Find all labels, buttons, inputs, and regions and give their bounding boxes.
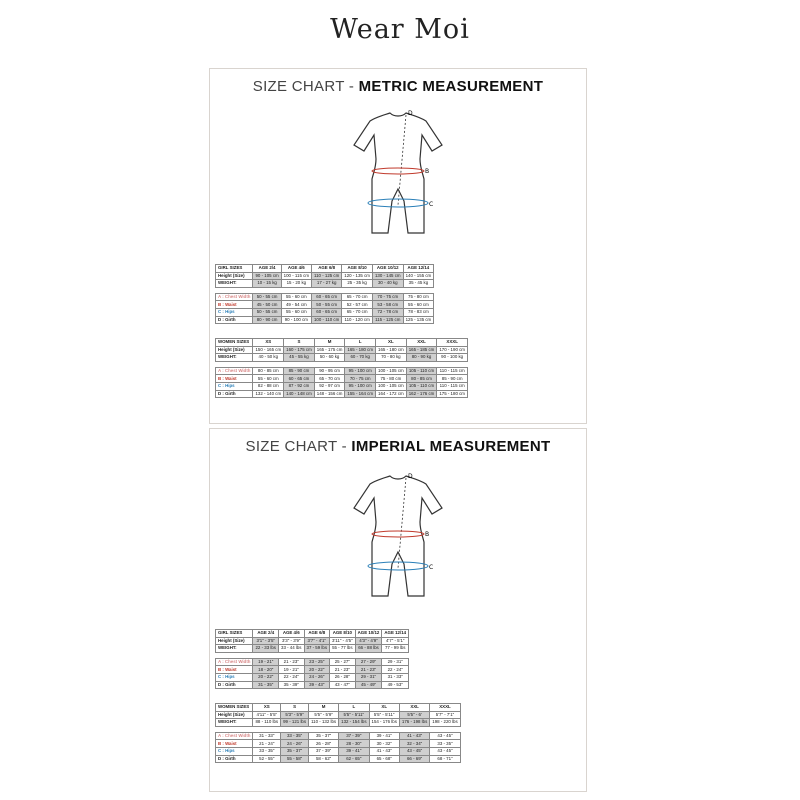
table-cell: 19 - 21"	[279, 666, 305, 674]
body-measurement-diagram	[348, 472, 448, 602]
table-cell: 72 - 78 cm	[372, 308, 403, 316]
table-cell: 150 - 165 cm	[253, 346, 284, 354]
label-b: B	[425, 168, 430, 175]
table-cell: 35 - 37"	[281, 747, 309, 755]
table-cell: 90 - 105 cm	[253, 272, 281, 280]
table-cell: 70 - 75 cm	[372, 293, 403, 301]
table-row	[216, 354, 468, 362]
table-cell: 75 - 80 cm	[403, 293, 434, 301]
table-cell: 58 - 62"	[309, 755, 339, 763]
row-label: A : Chest Width	[216, 658, 253, 666]
table-cell: 125 - 135 cm	[403, 316, 434, 324]
table-cell: 65 - 70 cm	[342, 293, 373, 301]
table-cell: 33 - 44 lbs	[279, 645, 305, 653]
table-cell: 65 - 70 cm	[342, 308, 373, 316]
table-cell: 165 - 175 cm	[314, 346, 345, 354]
row-label: C : Hips	[216, 308, 253, 316]
table-cell: 41 - 43"	[399, 732, 429, 740]
table-cell: 90 - 95 cm	[314, 367, 345, 375]
table-cell: 27 - 29"	[355, 658, 382, 666]
table-row	[216, 316, 434, 324]
table-cell: 65 - 70 cm	[314, 375, 345, 383]
table-cell: 165 - 185 cm	[406, 346, 437, 354]
table-cell: 55 - 60 cm	[281, 293, 311, 301]
metric-women-table	[215, 338, 468, 398]
table-cell: 175 - 180 cm	[437, 390, 468, 398]
row-label: A : Chest Width	[216, 367, 253, 375]
table-row	[216, 747, 461, 755]
table-row	[216, 673, 409, 681]
table-cell: 21 - 23"	[330, 666, 356, 674]
row-label: WOMEN SIZES	[216, 704, 253, 712]
row-label: GIRL SIZES	[216, 265, 253, 273]
table-row	[216, 681, 409, 689]
table-cell: 80 - 85 cm	[253, 367, 284, 375]
table-cell: 29 - 31"	[355, 673, 382, 681]
table-cell: 5'3" - 5'9"	[281, 711, 309, 719]
table-cell: 70 - 80 kg	[376, 354, 407, 362]
table-cell: 165 - 180 cm	[345, 346, 376, 354]
table-cell: 3'3" - 3'9"	[279, 637, 305, 645]
table-cell: 24 - 26"	[281, 740, 309, 748]
table-cell: 45 - 50 cm	[253, 301, 281, 309]
table-row	[216, 390, 468, 398]
row-label: WEIGHT:	[216, 354, 253, 362]
row-label: D : Girth	[216, 316, 253, 324]
table-row	[216, 658, 409, 666]
table-cell: 60 - 65 cm	[311, 293, 341, 301]
table-row	[216, 382, 468, 390]
table-cell: 70 - 75 cm	[345, 375, 376, 383]
table-cell: AGE 12/14	[403, 265, 434, 273]
table-cell: AGE 4/6	[281, 265, 311, 273]
row-label: B : Waist	[216, 740, 253, 748]
table-cell: 162 - 176 cm	[406, 390, 437, 398]
table-cell: 132 - 154 lbs	[339, 719, 369, 727]
table-cell: 5'7" - 7'1"	[430, 711, 460, 719]
table-cell: 21 - 23"	[279, 658, 305, 666]
table-cell: 50 - 55 cm	[253, 308, 281, 316]
table-cell: 85 - 90 cm	[284, 367, 315, 375]
table-cell: 115 - 125 cm	[372, 316, 403, 324]
table-row	[216, 740, 461, 748]
table-cell: 105 - 110 cm	[406, 382, 437, 390]
table-cell: 3'11" - 4'5"	[330, 637, 356, 645]
row-label: Height (Size)	[216, 346, 253, 354]
table-header-row	[216, 630, 409, 638]
row-label: A : Chest Width	[216, 293, 253, 301]
table-cell: 10 - 15 kg	[253, 280, 281, 288]
table-row	[216, 367, 468, 375]
row-label: D : Girth	[216, 755, 253, 763]
table-cell: 105 - 110 cm	[406, 367, 437, 375]
table-cell: XL	[376, 339, 407, 347]
table-cell: 100 - 105 cm	[376, 367, 407, 375]
table-cell: 55 - 77 lbs	[330, 645, 356, 653]
table-cell: 50 - 55 cm	[311, 301, 341, 309]
table-cell: 26 - 28"	[330, 673, 356, 681]
row-label: C : Hips	[216, 382, 253, 390]
table-cell: 50 - 60 kg	[314, 354, 345, 362]
table-cell: 95 - 100 cm	[345, 382, 376, 390]
title-prefix: SIZE CHART -	[252, 78, 359, 95]
table-row	[216, 308, 434, 316]
table-cell: 75 - 80 cm	[376, 375, 407, 383]
table-cell: 20 - 22"	[253, 673, 279, 681]
table-cell: 65 - 68"	[369, 755, 399, 763]
table-cell: AGE 10/12	[355, 630, 382, 638]
metric-chart-title	[210, 78, 586, 95]
table-cell: AGE 2/4	[253, 630, 279, 638]
row-label: B : Waist	[216, 375, 253, 383]
imperial-size-chart-panel	[209, 428, 587, 792]
table-cell: 60 - 65 cm	[311, 308, 341, 316]
table-row	[216, 280, 434, 288]
table-cell: 92 - 97 cm	[314, 382, 345, 390]
table-cell: 100 - 115 cm	[281, 272, 311, 280]
table-cell: 198 - 220 lbs	[430, 719, 460, 727]
title-bold: IMPERIAL MEASUREMENT	[351, 438, 551, 455]
table-cell: 140 - 148 cm	[284, 390, 315, 398]
table-cell: AGE 6/8	[311, 265, 341, 273]
table-cell: 17 - 27 kg	[311, 280, 341, 288]
table-cell: 21 - 24"	[253, 740, 281, 748]
table-cell: S	[284, 339, 315, 347]
table-header-row	[216, 339, 468, 347]
table-cell: 55 - 58"	[281, 755, 309, 763]
table-cell: 77 - 99 lbs	[382, 645, 409, 653]
imperial-girls-table	[215, 629, 409, 689]
table-cell: 95 - 100 cm	[345, 367, 376, 375]
table-cell: 60 - 65 cm	[284, 375, 315, 383]
table-cell: 25 - 27"	[330, 658, 356, 666]
table-cell: 90 - 100 cm	[281, 316, 311, 324]
table-cell: AGE 6/8	[304, 630, 330, 638]
table-cell: 87 - 92 cm	[284, 382, 315, 390]
table-row	[216, 711, 461, 719]
label-b: B	[425, 531, 430, 538]
table-cell: 140 - 155 cm	[403, 272, 434, 280]
table-header-row	[216, 704, 461, 712]
row-label: WEIGHT:	[216, 280, 253, 288]
row-label: WEIGHT:	[216, 645, 253, 653]
table-cell: 45 - 49"	[355, 681, 382, 689]
table-cell: 39 - 41"	[339, 747, 369, 755]
table-cell: 39 - 43"	[304, 681, 330, 689]
table-cell: 165 - 180 cm	[376, 346, 407, 354]
table-cell: 31 - 33"	[382, 673, 409, 681]
table-cell: 80 - 85 cm	[406, 375, 437, 383]
table-cell: 30 - 32"	[369, 740, 399, 748]
table-cell: 41 - 43"	[369, 747, 399, 755]
table-row	[216, 272, 434, 280]
table-cell: 160 - 175 cm	[284, 346, 315, 354]
table-cell: 5'5" - 5'11"	[369, 711, 399, 719]
row-label: C : Hips	[216, 673, 253, 681]
table-cell: 33 - 35"	[430, 740, 460, 748]
table-cell: 22 - 24"	[382, 666, 409, 674]
table-cell: 33 - 35"	[253, 747, 281, 755]
table-row	[216, 293, 434, 301]
table-cell: 155 - 164 cm	[345, 390, 376, 398]
row-label: Height (Size)	[216, 637, 253, 645]
table-cell: 68 - 71"	[430, 755, 460, 763]
table-cell: XL	[369, 704, 399, 712]
metric-girls-table	[215, 264, 434, 324]
label-d: D	[408, 110, 413, 117]
table-cell: 32 - 34"	[399, 740, 429, 748]
row-label: D : Girth	[216, 390, 253, 398]
table-cell: L	[345, 339, 376, 347]
table-cell: 164 - 172 cm	[376, 390, 407, 398]
table-cell: 35 - 45 kg	[403, 280, 434, 288]
table-row	[216, 755, 461, 763]
table-cell: 62 - 65"	[339, 755, 369, 763]
title-prefix: SIZE CHART -	[245, 438, 352, 455]
table-cell: 24 - 26"	[304, 673, 330, 681]
table-row	[216, 301, 434, 309]
table-row	[216, 645, 409, 653]
table-cell: 110 - 132 lbs	[309, 719, 339, 727]
table-cell: L	[339, 704, 369, 712]
table-row	[216, 637, 409, 645]
table-cell: 35 - 39"	[279, 681, 305, 689]
table-cell: 100 - 105 cm	[376, 382, 407, 390]
table-cell: 20 - 22"	[304, 666, 330, 674]
table-row	[216, 732, 461, 740]
label-d: D	[408, 473, 413, 480]
table-cell: 52 - 57 cm	[342, 301, 373, 309]
table-cell: 120 - 135 cm	[342, 272, 373, 280]
table-cell: 15 - 20 kg	[281, 280, 311, 288]
table-cell: 52 - 55"	[253, 755, 281, 763]
table-cell: XXXL	[437, 339, 468, 347]
table-cell: 100 - 110 cm	[311, 316, 341, 324]
table-cell: M	[314, 339, 345, 347]
table-row	[216, 719, 461, 727]
table-cell: 85 - 90 cm	[437, 375, 468, 383]
table-cell: 60 - 70 kg	[345, 354, 376, 362]
table-cell: 5'5" - 6'	[399, 711, 429, 719]
table-cell: AGE 10/12	[372, 265, 403, 273]
table-cell: 19 - 21"	[253, 658, 279, 666]
imperial-chart-title	[210, 438, 586, 455]
table-cell: 3'7" - 4'1"	[304, 637, 330, 645]
table-cell: XS	[253, 704, 281, 712]
table-cell: 23 - 25"	[304, 658, 330, 666]
row-label: B : Waist	[216, 666, 253, 674]
table-cell: 50 - 55 cm	[253, 293, 281, 301]
table-cell: 130 - 145 cm	[372, 272, 403, 280]
table-cell: 78 - 83 cm	[403, 308, 434, 316]
table-cell: 21 - 23"	[355, 666, 382, 674]
table-cell: 154 - 176 lbs	[369, 719, 399, 727]
row-label: B : Waist	[216, 301, 253, 309]
table-cell: 99 - 121 lbs	[281, 719, 309, 727]
row-label: Height (Size)	[216, 272, 253, 280]
table-cell: 26 - 28"	[309, 740, 339, 748]
brand-logo: Wear Moi	[330, 14, 470, 45]
table-cell: 37 - 59 lbs	[304, 645, 330, 653]
table-cell: 176 - 198 lbs	[399, 719, 429, 727]
table-cell: 5'5" - 5'11"	[339, 711, 369, 719]
table-cell: 80 - 90 kg	[406, 354, 437, 362]
table-cell: XXL	[406, 339, 437, 347]
table-cell: 132 - 140 cm	[253, 390, 284, 398]
table-cell: 49 - 53"	[382, 681, 409, 689]
table-cell: 82 - 88 cm	[253, 382, 284, 390]
table-cell: AGE 2/4	[253, 265, 281, 273]
table-cell: XXXL	[430, 704, 460, 712]
table-cell: 3'1" - 3'5"	[253, 637, 279, 645]
table-cell: M	[309, 704, 339, 712]
table-cell: 33 - 35"	[281, 732, 309, 740]
table-cell: AGE 8/10	[330, 630, 356, 638]
table-cell: 66 - 69"	[399, 755, 429, 763]
table-cell: 37 - 39"	[309, 747, 339, 755]
row-label: A : Chest Width	[216, 732, 253, 740]
row-label: WEIGHT:	[216, 719, 253, 727]
table-cell: AGE 4/6	[279, 630, 305, 638]
table-cell: XS	[253, 339, 284, 347]
row-label: WOMEN SIZES	[216, 339, 253, 347]
imperial-women-table	[215, 703, 461, 763]
table-cell: 31 - 33"	[253, 732, 281, 740]
table-cell: 148 - 156 cm	[314, 390, 345, 398]
table-cell: 22 - 24"	[279, 673, 305, 681]
table-cell: 88 - 110 lbs	[253, 719, 281, 727]
table-cell: 40 - 50 kg	[253, 354, 284, 362]
row-label: D : Girth	[216, 681, 253, 689]
table-cell: 55 - 60 cm	[253, 375, 284, 383]
row-label: C : Hips	[216, 747, 253, 755]
table-cell: AGE 12/14	[382, 630, 409, 638]
body-measurement-diagram	[348, 109, 448, 239]
table-cell: 110 - 120 cm	[342, 316, 373, 324]
table-cell: 43 - 47"	[330, 681, 356, 689]
table-cell: 39 - 41"	[369, 732, 399, 740]
table-cell: 4'3" - 4'9"	[355, 637, 382, 645]
table-cell: 49 - 54 cm	[281, 301, 311, 309]
table-cell: 22 - 33 lbs	[253, 645, 279, 653]
table-header-row	[216, 265, 434, 273]
table-cell: 29 - 31"	[382, 658, 409, 666]
table-cell: 31 - 35"	[253, 681, 279, 689]
table-cell: 45 - 55 kg	[284, 354, 315, 362]
table-row	[216, 375, 468, 383]
table-row	[216, 346, 468, 354]
table-cell: 53 - 58 cm	[372, 301, 403, 309]
label-c: C	[429, 201, 434, 208]
table-cell: 18 - 20"	[253, 666, 279, 674]
row-label: Height (Size)	[216, 711, 253, 719]
title-bold: METRIC MEASUREMENT	[358, 78, 544, 95]
table-cell: XXL	[399, 704, 429, 712]
table-cell: 55 - 60 cm	[403, 301, 434, 309]
table-cell: 4'11" - 5'5"	[253, 711, 281, 719]
table-cell: S	[281, 704, 309, 712]
row-label: GIRL SIZES	[216, 630, 253, 638]
table-cell: 80 - 90 cm	[253, 316, 281, 324]
table-cell: 4'7" - 5'1"	[382, 637, 409, 645]
table-cell: 5'5" - 5'9"	[309, 711, 339, 719]
table-cell: 110 - 115 cm	[437, 382, 468, 390]
table-cell: 90 - 100 kg	[437, 354, 468, 362]
table-cell: 170 - 190 cm	[437, 346, 468, 354]
table-cell: 43 - 45"	[430, 732, 460, 740]
table-cell: 43 - 45"	[430, 747, 460, 755]
label-c: C	[429, 564, 434, 571]
table-cell: 43 - 45"	[399, 747, 429, 755]
metric-size-chart-panel	[209, 68, 587, 424]
table-cell: 66 - 88 lbs	[355, 645, 382, 653]
table-cell: 110 - 115 cm	[437, 367, 468, 375]
table-cell: 110 - 125 cm	[311, 272, 341, 280]
table-cell: 28 - 30"	[339, 740, 369, 748]
table-row	[216, 666, 409, 674]
table-cell: 30 - 40 kg	[372, 280, 403, 288]
table-cell: 35 - 37"	[309, 732, 339, 740]
table-cell: 55 - 60 cm	[281, 308, 311, 316]
table-cell: 25 - 35 kg	[342, 280, 373, 288]
table-cell: 37 - 39"	[339, 732, 369, 740]
table-cell: AGE 8/10	[342, 265, 373, 273]
